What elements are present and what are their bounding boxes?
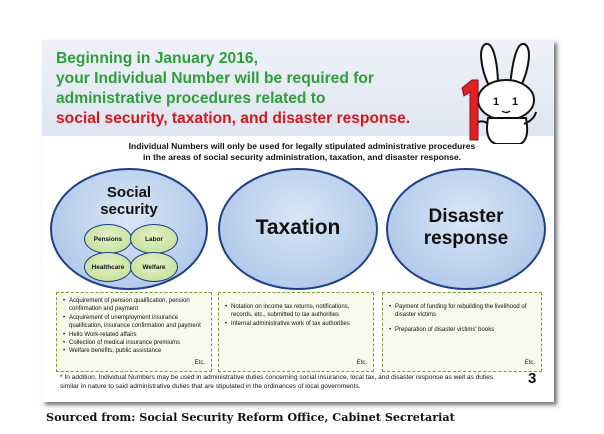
svg-text:1: 1: [493, 96, 500, 108]
disaster-response-duties-box: [382, 292, 542, 372]
headline-line-4: social security, taxation, and disaster response.: [56, 110, 411, 127]
social-security-title-line-1: Social: [106, 184, 152, 201]
etc-label: Etc.: [524, 359, 535, 366]
labor-label: Labor: [145, 235, 163, 243]
disaster-response-title-line-1: Disaster: [428, 206, 504, 227]
pensions-ellipse: [84, 224, 132, 254]
headline-line-1: Beginning in January 2016,: [56, 50, 258, 67]
headline: [56, 49, 446, 129]
list-item: • Notation on income tax returns, notifications, records, etc., submitted to tax authorities: [225, 303, 367, 320]
list-item: • Preparation of disaster victims' books: [389, 326, 535, 334]
disaster-response-title-line-2: response: [423, 228, 509, 249]
list-item: • Acquirement of pension qualification, pension confirmation and payment: [63, 297, 205, 314]
headline-line-2: your Individual Number will be required for: [56, 70, 374, 87]
subtitle-line-1: Individual Numbers will only be used for legally stipulated administrative procedures: [128, 141, 476, 151]
disaster-response-title: [386, 206, 546, 250]
list-item: • Acquirement of unemployment insurance qualification, insurance confirmation and payment: [63, 314, 205, 331]
social-security-duties-list: [63, 297, 205, 356]
slide: [42, 40, 554, 402]
page-number: 3: [528, 370, 537, 387]
list-item: • Payment of funding for rebuilding the livelihood of disaster victims: [389, 303, 535, 320]
social-security-duties-box: [56, 292, 212, 372]
headline-line-3: administrative procedures related to: [56, 90, 326, 107]
taxation-duties-box: [218, 292, 374, 372]
subtitle-line-2: in the areas of social security administration, taxation, and disaster response.: [142, 152, 462, 162]
footnote: * In addition, Individual Numbers may be used in administrative duties concerning social insurance, local tax, and disaster response as well as duties similar in nature to said administrative duties that are stipulated in the ordinances of local governments.: [60, 374, 494, 390]
etc-label: Etc.: [194, 359, 205, 366]
etc-label: Etc.: [356, 359, 367, 366]
disaster-response-duties-list: [389, 303, 535, 334]
list-item: • Collection of medical insurance premiums: [63, 339, 205, 347]
subtitle: [82, 141, 522, 163]
rabbit-mascot-icon: [450, 40, 550, 144]
list-item: • Internal administrative work of tax authorities: [225, 320, 367, 328]
list-item: • Hello Work-related affairs: [63, 331, 205, 339]
taxation-duties-list: [225, 303, 367, 328]
healthcare-ellipse: [84, 252, 132, 282]
taxation-title: Taxation: [255, 216, 341, 239]
svg-text:1: 1: [512, 96, 519, 108]
list-item: • Welfare benefits, public assistance: [63, 347, 205, 355]
source-caption: Sourced from: Social Security Reform Office, Cabinet Secretariat: [46, 410, 455, 424]
labor-ellipse: [130, 224, 178, 254]
social-security-title-line-2: security: [100, 201, 158, 218]
pensions-label: Pensions: [93, 235, 123, 243]
healthcare-label: Healthcare: [91, 263, 125, 271]
welfare-label: Welfare: [142, 263, 166, 271]
welfare-ellipse: [130, 252, 178, 282]
social-security-title: [72, 184, 186, 218]
